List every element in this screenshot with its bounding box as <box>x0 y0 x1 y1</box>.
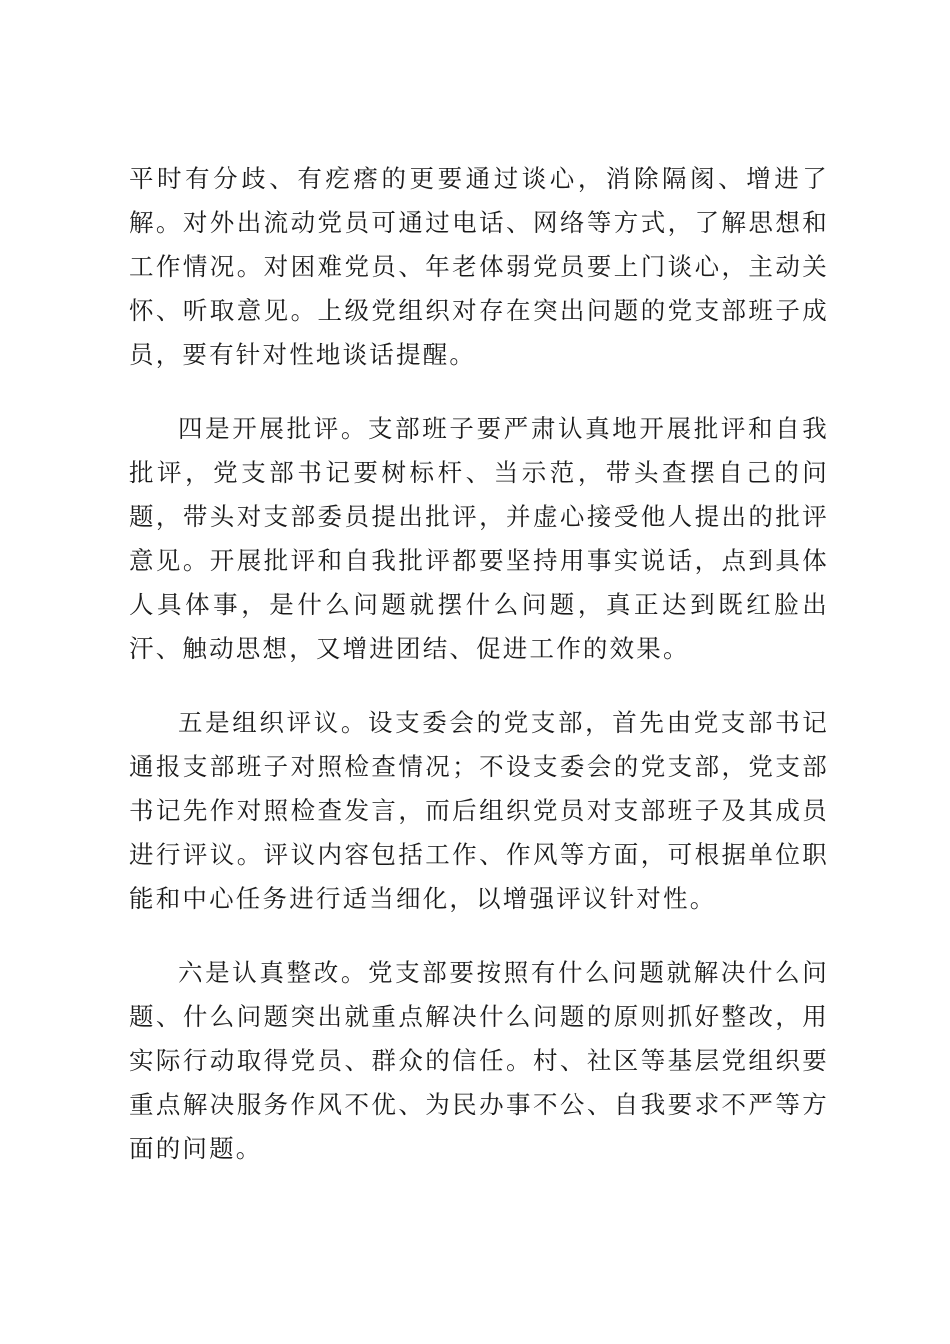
paragraph-criticism: 四是开展批评。支部班子要严肃认真地开展批评和自我批评，党支部书记要树标杆、当示范，带头查摆自己的问题，带头对支部委员提出批评，并虚心接受他人提出的批评意见。开展批评和自我批评都要坚持用事实说话，点到具体人具体事，是什么问题就摆什么问题，真正达到既红脸出汗、触动思想，又增进团结、促进工作的效果。 <box>129 414 829 663</box>
paragraph-evaluation: 五是组织评议。设支委会的党支部，首先由党支部书记通报支部班子对照检查情况；不设支委会的党支部，党支部书记先作对照检查发言，而后组织党员对支部班子及其成员进行评议。评议内容包括工作、作风等方面，可根据单位职能和中心任务进行适当细化，以增强评议针对性。 <box>129 708 829 913</box>
paragraph-continuation: 平时有分歧、有疙瘩的更要通过谈心，消除隔阂、增进了解。对外出流动党员可通过电话、网络等方式，了解思想和工作情况。对困难党员、年老体弱党员要上门谈心，主动关怀、听取意见。上级党组织对存在突出问题的党支部班子成员，要有针对性地谈话提醒。 <box>129 164 829 369</box>
document-body <box>129 157 829 1201</box>
paragraph-rectification: 六是认真整改。党支部要按照有什么问题就解决什么问题、什么问题突出就重点解决什么问题的原则抓好整改，用实际行动取得党员、群众的信任。村、社区等基层党组织要重点解决服务作风不优、为民办事不公、自我要求不严等方面的问题。 <box>129 958 829 1163</box>
